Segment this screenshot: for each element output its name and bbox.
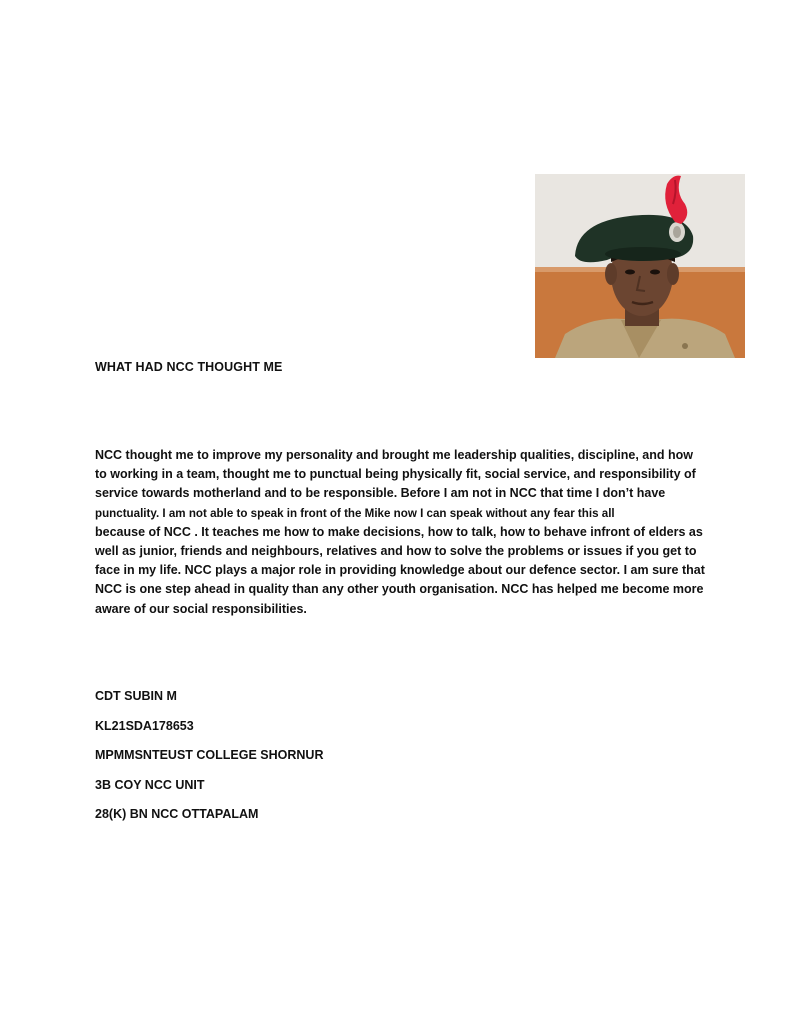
cadet-portrait-photo — [535, 174, 745, 358]
company-unit: 3B COY NCC UNIT — [95, 777, 205, 792]
body-line: because of NCC . It teaches me how to make decisions, how to talk, how to behave infront of elders as — [95, 524, 703, 539]
regimental-number: KL21SDA178653 — [95, 718, 194, 733]
body-line: NCC is one step ahead in quality than any other youth organisation. NCC has helped me become more — [95, 582, 704, 597]
body-line: NCC thought me to improve my personality and brought me leadership qualities, discipline, and how — [95, 448, 693, 462]
body-line: to working in a team, thought me to punctual being physically fit, social service, and responsibility of — [95, 467, 696, 482]
signature-block — [95, 688, 323, 836]
body-line: aware of our social responsibilities. — [95, 601, 307, 616]
body-paragraph — [95, 446, 720, 619]
document-heading: WHAT HAD NCC THOUGHT ME — [95, 360, 283, 374]
body-line: well as junior, friends and neighbours, relatives and how to solve the problems or issues if you get to — [95, 544, 697, 559]
cadet-name: CDT SUBIN M — [95, 689, 177, 703]
body-line: face in my life. NCC plays a major role in providing knowledge about our defence sector. I am sure that — [95, 563, 705, 578]
body-line: punctuality. I am not able to speak in front of the Mike now I can speak without any fear this all — [95, 506, 615, 520]
college-name: MPMMSNTEUST COLLEGE SHORNUR — [95, 748, 324, 762]
battalion-name: 28(K) BN NCC OTTAPALAM — [95, 807, 259, 821]
body-line: service towards motherland and to be responsible. Before I am not in NCC that time I don’t have — [95, 486, 666, 501]
